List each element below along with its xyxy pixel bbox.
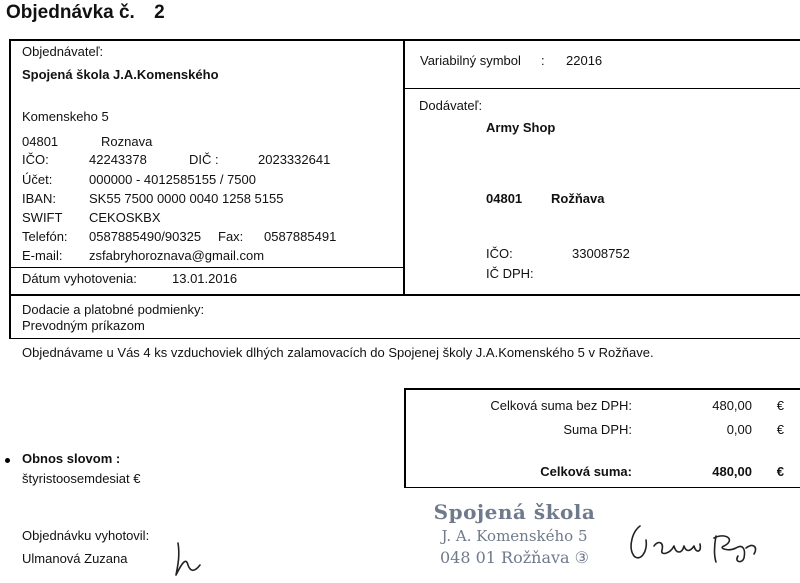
stamp-line1: Spojená škola	[433, 500, 596, 524]
issuer-label: Objednávku vyhotovil:	[22, 528, 150, 543]
orderer-heading: Objednávateľ:	[22, 44, 104, 59]
summary-total-currency: €	[776, 464, 784, 479]
title-label: Objednávka č.	[6, 2, 135, 23]
orderer-dic-label: DIČ :	[189, 152, 219, 167]
orderer-phone-label: Telefón:	[22, 229, 68, 244]
orderer-ico: 42243378	[89, 152, 147, 167]
orderer-fax-label: Fax:	[218, 229, 244, 244]
orderer-ico-label: IČO:	[22, 152, 49, 167]
stamp-line3-wrap	[422, 548, 607, 567]
supplier-name: Army Shop	[486, 120, 556, 135]
issuer-name: Ulmanová Zuzana	[22, 551, 128, 566]
terms-value: Prevodným príkazom	[22, 318, 145, 333]
orderer-iban: SK55 7500 0000 0040 1258 5155	[89, 191, 284, 206]
supplier-icdph-label: IČ DPH:	[486, 266, 534, 281]
order-text: Objednávame u Vás 4 ks vzduchoviek dlhých zalamovacích do Spojenej školy J.A.Komenského 5 v Rožňave.	[22, 345, 654, 360]
bullet-dot	[5, 458, 10, 463]
stamp-line2: J. A. Komenského 5	[441, 527, 588, 545]
orderer-swift-label: SWIFT	[22, 210, 63, 225]
orderer-city: Roznava	[101, 134, 153, 149]
supplier-ico-label: IČO:	[486, 246, 513, 261]
page-title	[6, 2, 165, 24]
supplier-ico: 33008752	[572, 246, 630, 261]
divider-order	[9, 338, 800, 339]
issuer-signature	[170, 535, 210, 580]
date-label: Dátum vyhotovenia:	[22, 271, 137, 286]
signature	[618, 518, 778, 568]
orderer-email: zsfabryhoroznava@gmail.com	[89, 248, 265, 263]
amount-words-value: štyristoosemdesiat €	[22, 471, 141, 486]
order-number: 2	[154, 2, 165, 23]
divider-date	[9, 267, 403, 268]
orderer-ucet-label: Účet:	[22, 172, 53, 187]
variable-symbol-label: Variabilný symbol	[420, 53, 521, 68]
orderer-ucet: 000000 - 4012585155 / 7500	[89, 172, 256, 187]
stamp-mark: ③	[574, 548, 590, 567]
summary-vat-value: 0,00	[726, 422, 752, 437]
amount-words-label: Obnos slovom :	[22, 451, 121, 466]
supplier-zip: 04801	[486, 191, 523, 206]
stamp	[422, 500, 607, 567]
summary-net-currency: €	[776, 398, 784, 413]
summary-total-value: 480,00	[712, 464, 752, 479]
orderer-email-label: E-mail:	[22, 248, 63, 263]
summary-vat-label: Suma DPH:	[563, 422, 632, 437]
summary-vat-currency: €	[776, 422, 784, 437]
divider-terms	[9, 294, 800, 296]
variable-symbol-value: 22016	[566, 53, 603, 68]
supplier-city: Rožňava	[551, 191, 605, 206]
orderer-iban-label: IBAN:	[22, 191, 56, 206]
orderer-swift: CEKOSKBX	[89, 210, 161, 225]
supplier-heading: Dodávateľ:	[419, 98, 483, 113]
variable-symbol-colon: :	[541, 53, 545, 68]
stamp-line3: 048 01 Rožňava	[439, 548, 570, 567]
orderer-phone: 0587885490/90325	[89, 229, 202, 244]
divider-supplier	[403, 88, 800, 89]
orderer-street: Komenskeho 5	[22, 109, 109, 124]
orderer-dic: 2023332641	[258, 152, 331, 167]
orderer-fax: 0587885491	[264, 229, 337, 244]
summary-net-value: 480,00	[712, 398, 752, 413]
terms-heading: Dodacie a platobné podmienky:	[22, 302, 205, 317]
summary-total-label: Celková suma:	[540, 464, 632, 479]
date-value: 13.01.2016	[172, 271, 238, 286]
divider-vertical	[403, 39, 405, 295]
summary-net-label: Celková suma bez DPH:	[490, 398, 632, 413]
orderer-name: Spojená škola J.A.Komenského	[22, 67, 219, 82]
orderer-zip: 04801	[22, 134, 59, 149]
